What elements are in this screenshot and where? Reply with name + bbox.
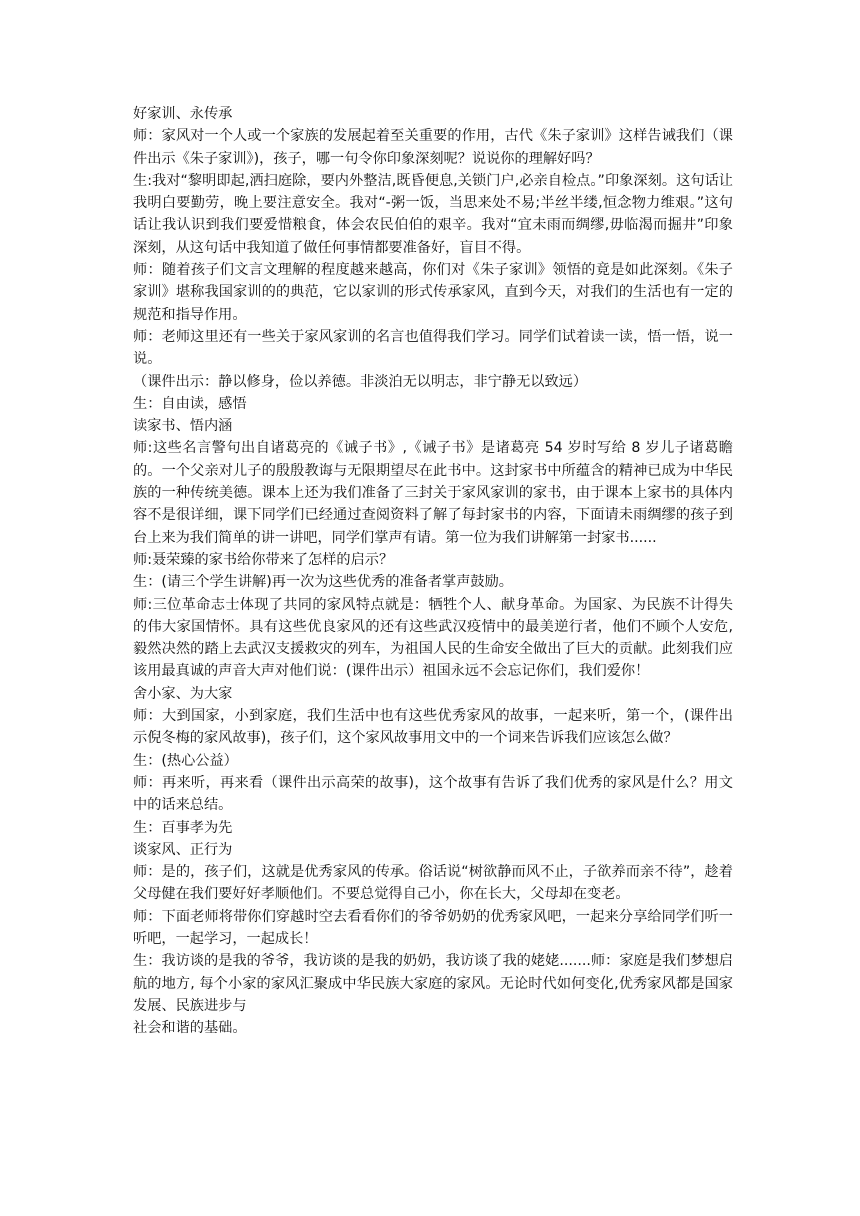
paragraph-teacher-6: 师:三位革命志士体现了共同的家风特点就是：牺牲个人、献身革命。为国家、为民族不计得失的伟大家国情怀。具有这些优良家风的还有这些武汉疫情中的最美逆行者，他们不顾个人安危,毅然决然的踏上去武汉支援救灾的列车，为祖国人民的生命安全做出了巨大的贡献。此刻我们应该用最真诚的声音大声对他们说：(课件出示）祖国永远不会忘记你们，我们爱你！: [133, 596, 733, 680]
paragraph-student-2: 生：自由读，感悟: [133, 395, 247, 412]
section-heading-4: 谈家风、正行为: [133, 841, 233, 858]
paragraph-teacher-9: 师：是的，孩子们，这就是优秀家风的传承。俗话说“树欲静而风不止，子欲养而亲不待”，趁着父母健在我们要好好孝顺他们。不要总觉得自己小，你在长大，父母却在变老。: [133, 864, 733, 903]
paragraph-student-3: 生：(请三个学生讲解)再一次为这些优秀的准备者掌声鼓励。: [133, 574, 513, 591]
paragraph-teacher-7: 师：大到国家，小到家庭，我们生活中也有这些优秀家风的故事，一起来听，第一个，(课件出示倪冬梅的家风故事)，孩子们，这个家风故事用文中的一个词来告诉我们应该怎么做？: [133, 708, 733, 747]
paragraph-courseware-1: （课件出示：静以修身，俭以养德。非淡泊无以明志，非宁静无以致远）: [133, 373, 588, 390]
paragraph-student-4: 生：(热心公益）: [133, 752, 238, 769]
document-body: [133, 103, 733, 1039]
paragraph-teacher-4: 师:这些名言警句出自诸葛亮的《诫子书》,《诫子书》是诸葛亮 54 岁时写给 8 岁儿子诸葛瞻的。一个父亲对儿子的殷殷教诲与无限期望尽在此书中。这封家书中所蕴含的精神已成为中华民族的一种传统美德。课本上还为我们准备了三封关于家风家训的家书，由于课本上家书的具体内容不是很详细，课下同学们已经通过查阅资料了解了每封家书的内容，下面请未雨绸缪的孩子到台上来为我们简单的讲一讲吧，同学们掌声有请。第一位为我们讲解第一封家书......: [133, 440, 733, 546]
section-heading-3: 舍小家、为大家: [133, 685, 233, 702]
section-heading-1: 好家训、永传承: [133, 106, 233, 122]
paragraph-student-5: 生：百事孝为先: [133, 819, 233, 836]
section-heading-2: 读家书、悟内涵: [133, 418, 233, 435]
paragraph-teacher-2: 师：随着孩子们文言文理解的程度越来越高，你们对《朱子家训》领悟的竟是如此深刻。《朱子家训》堪称我国家训的的典范，它以家训的形式传承家风，直到今天，对我们的生活也有一定的规范和指导作用。: [133, 262, 733, 323]
paragraph-teacher-10: 师：下面老师将带你们穿越时空去看看你们的爷爷奶奶的优秀家风吧，一起来分享给同学们听一听吧，一起学习，一起成长！: [133, 908, 733, 947]
paragraph-teacher-5: 师:聂荣臻的家书给你带来了怎样的启示？: [133, 551, 394, 568]
paragraph-teacher-1: 师：家风对一个人或一个家族的发展起着至关重要的作用，古代《朱子家训》这样告诫我们（课件出示《朱子家训》)，孩子，哪一句令你印象深刻呢？说说你的理解好吗？: [133, 128, 733, 167]
paragraph-student-6: 生：我访谈的是我的爷爷，我访谈的是我的奶奶，我访谈了我的姥姥.......师：家庭是我们梦想启航的地方, 每个小家的家风汇聚成中华民族大家庭的家风。无论时代如何变化,优秀家风都是国家发展、民族进步与: [133, 953, 733, 1014]
paragraph-closing: 社会和谐的基础。: [133, 1020, 247, 1037]
paragraph-teacher-3: 师：老师这里还有一些关于家风家训的名言也值得我们学习。同学们试着读一读，悟一悟，说一说。: [133, 328, 733, 368]
paragraph-student-1: 生:我对“黎明即起,洒扫庭除，要内外整洁,既昏便息,关锁门户,必亲自检点。”印象深刻。这句话让我明白要勤劳，晚上要注意安全。我对“-粥一饭，当思来处不易;半丝半缕,恒念物力维艰。”这句话让我认识到我们要爱惜粮食，体会农民伯伯的艰辛。我对“宜未雨而绸缪,毋临渴而掘井”印象深刻，从这句话中我知道了做任何事情都要准备好，盲目不得。: [133, 172, 733, 256]
paragraph-teacher-8: 师：再来听，再来看（课件出示高荣的故事)，这个故事有告诉了我们优秀的家风是什么？用文中的话来总结。: [133, 774, 733, 814]
